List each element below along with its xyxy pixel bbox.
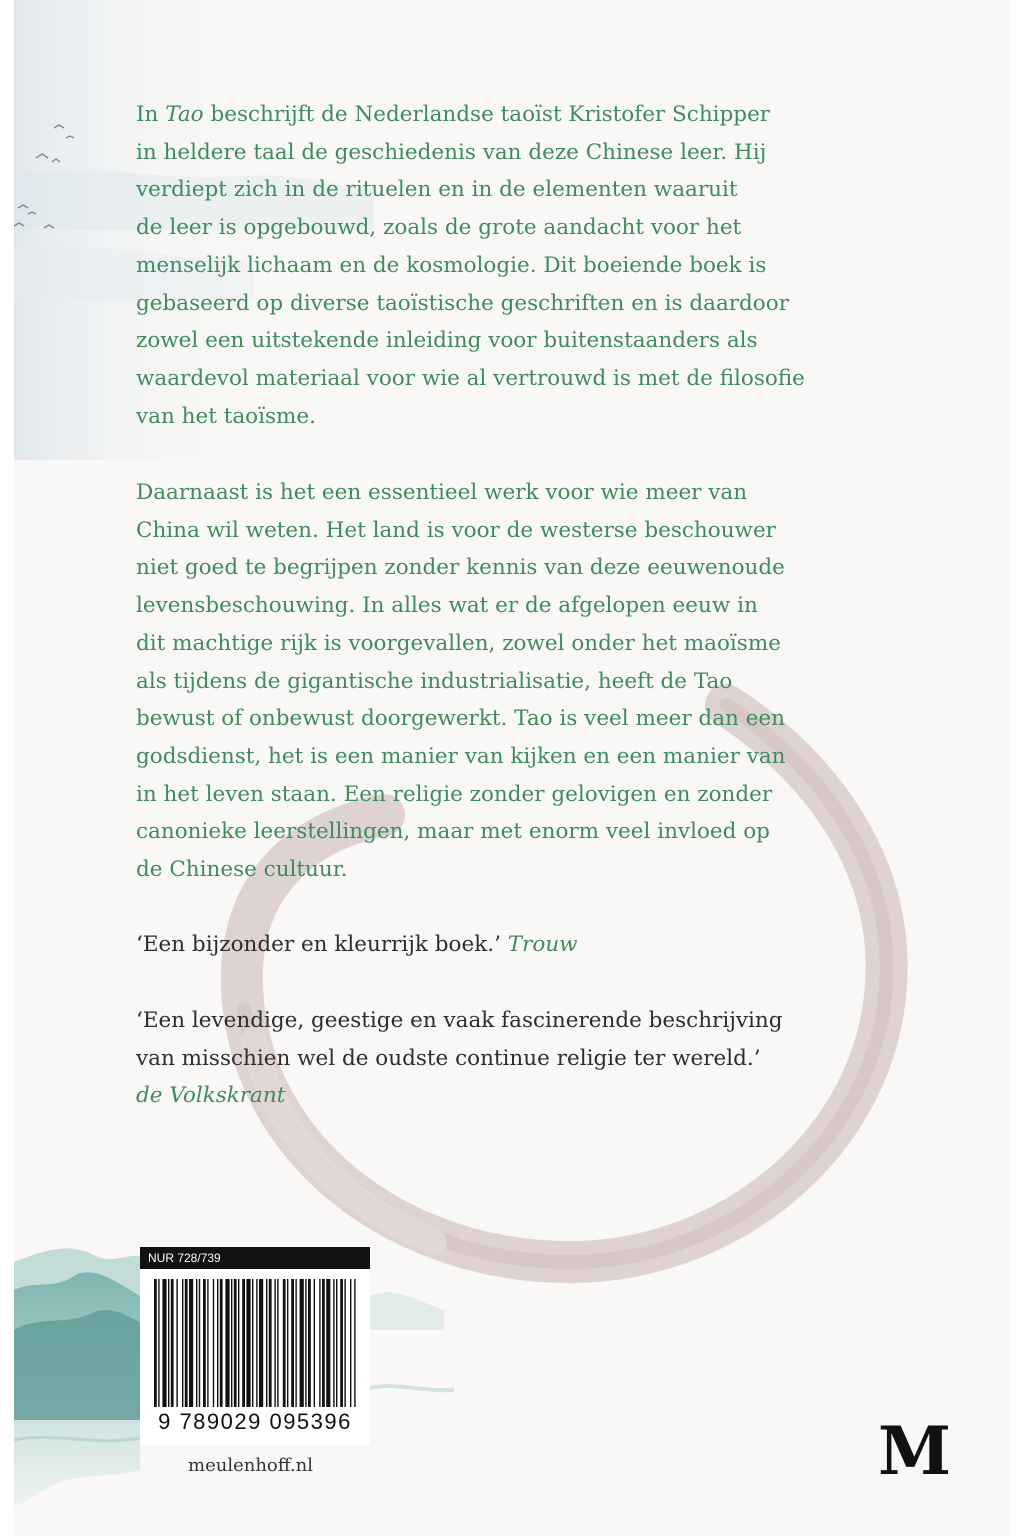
- barcode-bar: [266, 1279, 267, 1407]
- barcode-bar: [259, 1279, 263, 1407]
- barcode-bar: [340, 1279, 343, 1407]
- text-line: zowel een uitstekende inleiding voor buitenstaanders als: [136, 328, 758, 354]
- barcode-bar: [269, 1279, 272, 1407]
- review-quote-2: [136, 1002, 783, 1115]
- text-line: Daarnaast is het een essentieel werk voor wie meer van: [136, 480, 748, 505]
- text-line: de Chinese cultuur.: [136, 857, 348, 883]
- barcode-bar: [207, 1279, 208, 1407]
- text-line: In Tao beschrijft de Nederlandse taoïst Kristofer Schipper: [136, 102, 771, 127]
- barcode-bar: [314, 1279, 315, 1407]
- barcode-bar: [168, 1279, 169, 1407]
- barcode-bar: [344, 1279, 345, 1407]
- barcode-bar: [300, 1279, 304, 1407]
- description-paragraph-1: [136, 96, 896, 435]
- barcode-bar: [158, 1279, 159, 1407]
- barcode-bar: [234, 1279, 237, 1407]
- barcode-bar: [220, 1279, 223, 1407]
- barcode-bar: [196, 1279, 197, 1407]
- text-line: bewust of onbewust doorgewerkt. Tao is veel meer dan een: [136, 706, 785, 732]
- barcode-bar: [336, 1279, 337, 1407]
- text-line: in heldere taal de geschiedenis van deze Chinese leer. Hij: [136, 139, 767, 165]
- barcode-bar: [182, 1279, 183, 1407]
- barcode-bar: [326, 1279, 330, 1407]
- barcode-bar: [246, 1279, 250, 1407]
- barcode-bar: [225, 1279, 229, 1407]
- text-line: de leer is opgebouwd, zoals de grote aandacht voor het: [136, 215, 742, 241]
- nur-code: NUR 728/739: [140, 1247, 370, 1269]
- text-line: in het leven staan. Een religie zonder gelovigen en zonder: [136, 781, 773, 807]
- text-line: waardevol materiaal voor wie al vertrouwd is met de filosofie: [136, 365, 805, 391]
- isbn-barcode: [140, 1247, 370, 1445]
- text-line: dit machtige rijk is voorgevallen, zowel onder het maoïsme: [136, 630, 781, 656]
- barcode-bar: [333, 1279, 334, 1407]
- isbn-number: 9 789029 095396: [158, 1409, 352, 1434]
- barcode-bar: [287, 1279, 288, 1407]
- quote-source: de Volkskrant: [136, 1083, 286, 1109]
- text-line: als tijdens de gigantische industrialisatie, heeft de Tao: [136, 668, 733, 694]
- quote-text: ‘Een bijzonder en kleurrijk boek.’: [136, 932, 508, 957]
- barcode-bar: [238, 1279, 239, 1407]
- quote-text: ‘Een levendige, geestige en vaak fascinerende beschrijving: [136, 1008, 783, 1033]
- barcode-bar: [231, 1279, 232, 1407]
- book-back-cover: [14, 0, 1010, 1536]
- barcode-bar: [199, 1279, 200, 1407]
- text-line: canonieke leerstellingen, maar met enorm veel invloed op: [136, 819, 770, 845]
- barcode-bar: [322, 1279, 325, 1407]
- barcode-bar: [319, 1279, 320, 1407]
- barcode-bar: [176, 1279, 177, 1407]
- text-line: gebaseerd op diverse taoïstische geschriften en is daardoor: [136, 290, 789, 316]
- barcode-bar: [350, 1279, 351, 1407]
- text-line: van het taoïsme.: [136, 403, 316, 429]
- barcode-bar: [305, 1279, 306, 1407]
- barcode-bar: [256, 1279, 257, 1407]
- review-quote-1: [136, 926, 578, 964]
- barcode-bar: [171, 1279, 174, 1407]
- barcode-bar: [308, 1279, 311, 1407]
- barcode-bar: [154, 1279, 157, 1407]
- barcode-bar: [291, 1279, 294, 1407]
- barcode-bar: [274, 1279, 275, 1407]
- text-line: verdiept zich in de rituelen en in de elementen waaruit: [136, 177, 738, 203]
- barcode-bar: [189, 1279, 193, 1407]
- text-line: niet goed te begrijpen zonder kennis van deze eeuwenoude: [136, 555, 785, 581]
- barcode-bar: [203, 1279, 206, 1407]
- barcode-bar: [283, 1279, 286, 1407]
- barcode-bar: [217, 1279, 218, 1407]
- quote-source: Trouw: [507, 932, 578, 957]
- description-paragraph-2: [136, 474, 896, 889]
- barcode-bar: [213, 1279, 214, 1407]
- barcode-bar: [295, 1279, 296, 1407]
- text-line: menselijk lichaam en de kosmologie. Dit boeiende boek is: [136, 252, 767, 278]
- barcode-icon: [154, 1279, 356, 1407]
- text-line: levensbeschouwing. In alles wat er de afgelopen eeuw in: [136, 593, 758, 619]
- quote-text: van misschien wel de oudste continue religie ter wereld.’: [136, 1045, 761, 1071]
- barcode-bar: [354, 1279, 355, 1407]
- barcode-bar: [162, 1279, 166, 1407]
- publisher-website: meulenhoff.nl: [188, 1455, 313, 1476]
- book-title-em: Tao: [165, 102, 204, 127]
- barcode-bar: [185, 1279, 188, 1407]
- text-line: China wil weten. Het land is voor de westerse beschouwer: [136, 517, 776, 543]
- publisher-logo-icon: M: [878, 1412, 952, 1490]
- barcode-bar: [242, 1279, 245, 1407]
- barcode-bar: [277, 1279, 278, 1407]
- text-line: godsdienst, het is een manier van kijken en een manier van: [136, 743, 786, 769]
- barcode-bar: [252, 1279, 253, 1407]
